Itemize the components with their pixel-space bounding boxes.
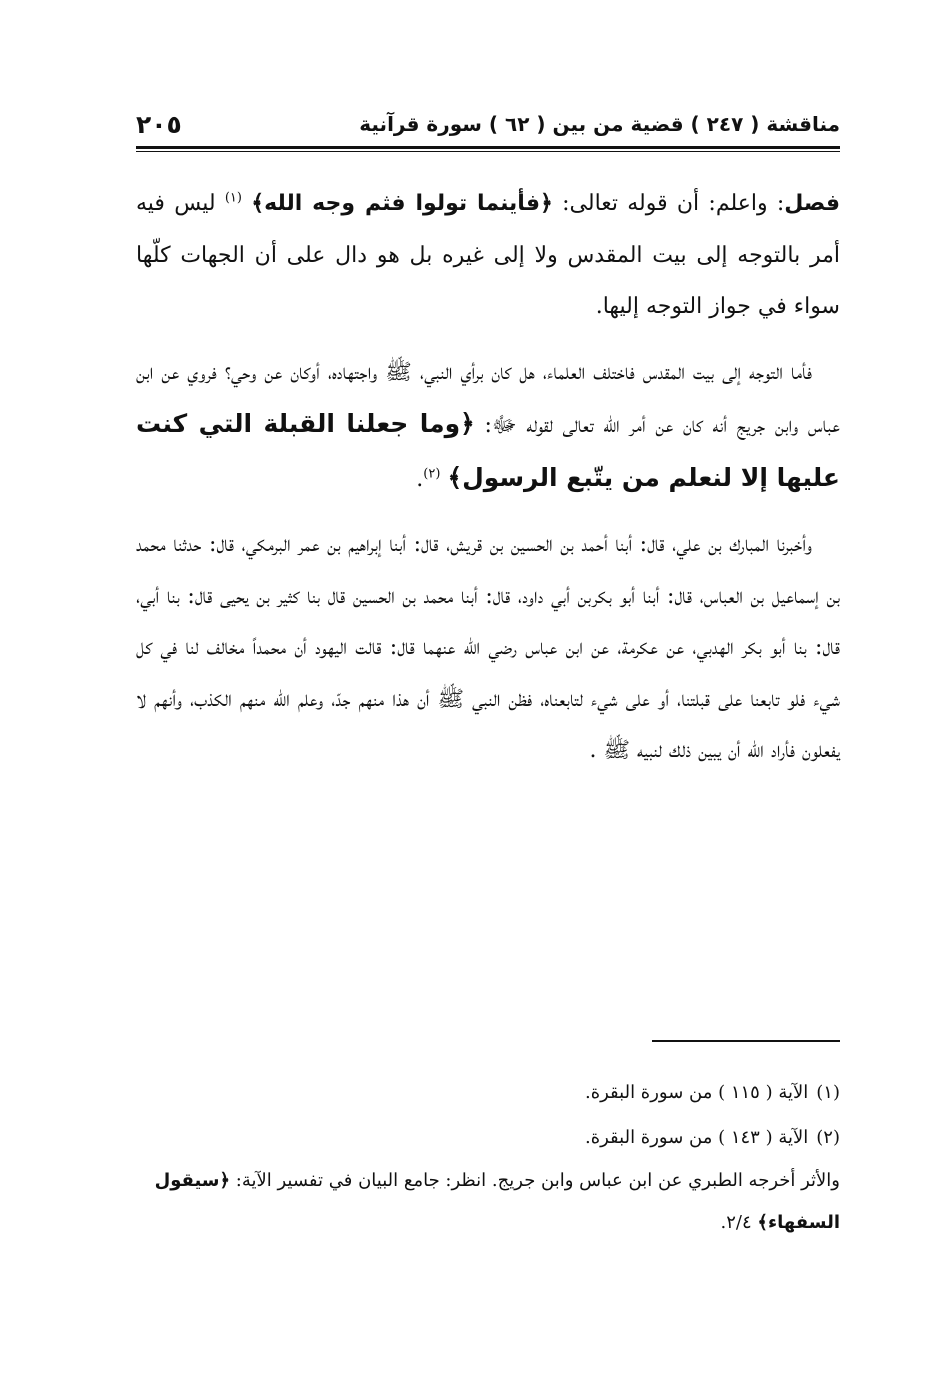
- paragraph-3-text: وأخبرنا المبارك بن علي، قال: أبنا أحمد بن الحسين بن قريش، قال: أبنا إبراهيم بن عمر البرمكي، قال: حدثنا محمد بن إسماعيل بن العباس، قال: أبنا أبو بكربن أبي داود، قال: أبنا محمد بن الحسين قال بنا كثير بن يحيى قال: بنا أبي، قال: بنا أبو بكر الهدبي، عن عكرمة، عن ابن عباس رضي الله عنهما قال: قالت اليهود أن محمداً مخالف لنا في كل شيء فلو تابعنا على قبلتنا، أو على شيء لتابعناه، فظن النبي ﷺ أن هذا منهم جدّ، وعلم الله منهم الكذب، وأنهم لا يفعلون فأراد الله أن يبين ذلك لنبيه ﷺ .: [136, 532, 840, 763]
- footnote-separator: [652, 1040, 840, 1042]
- footnote-ref-1: (١): [224, 190, 242, 206]
- footnote-2-note: [136, 1160, 840, 1244]
- paragraph-2-text: فأما التوجه إلى بيت المقدس فاختلف العلماء، هل كان برأي النبي، ﷺ واجتهاده، أوكان عن وحي؟ فروي عن ابن عباس وابن جريج أنه كان عن أمر الله تعالى لقوله ﷻ:: [136, 359, 841, 438]
- footnote-2: [136, 1115, 840, 1160]
- page-header: [136, 104, 840, 144]
- footnote-note-text: والأثر أخرجه الطبري عن ابن عباس وابن جريج. انظر: جامع البيان في تفسير الآية:: [230, 1170, 840, 1191]
- running-title: مناقشة ( ٢٤٧ ) قضية من بين ( ٦٢ ) سورة قرآنية: [359, 112, 840, 136]
- header-rule-thin: [136, 151, 840, 152]
- main-text: [136, 178, 840, 777]
- paragraph-1-rest: ليس فيه أمر بالتوجه إلى بيت المقدس ولا إلى غيره بل هو دال على أن الجهات كلّها سواء في جواز التوجه إليها.: [136, 191, 840, 319]
- header-rule: [136, 146, 840, 149]
- quran-verse-1: ﴿فأينما تولوا فثم وجه الله﴾: [251, 191, 553, 216]
- page-number: ٢٠٥: [136, 109, 182, 139]
- paragraph-3: [136, 519, 840, 777]
- footnote-quran: ﴿سيقول السفهاء﴾: [154, 1170, 840, 1233]
- paragraph-2-end: .: [416, 466, 424, 492]
- footnote-2-text: الآية ( ١٤٣ ) من سورة البقرة.: [584, 1127, 809, 1148]
- book-page: [136, 92, 840, 1302]
- section-lead: فصل: [784, 191, 840, 216]
- footnotes: [136, 1070, 840, 1244]
- footnote-1-text: الآية ( ١١٥ ) من سورة البقرة.: [584, 1082, 809, 1103]
- quran-verse-2: ﴿وما جعلنا القبلة التي كنت عليها إلا لنعلم من يتّبع الرسول﴾: [136, 409, 840, 492]
- footnote-1: [136, 1070, 840, 1115]
- footnote-ref-2: (٢): [423, 466, 441, 482]
- paragraph-2: [136, 347, 840, 506]
- footnote-1-number: (١): [816, 1082, 840, 1103]
- paragraph-1-intro: : واعلم: أن قوله تعالى:: [552, 191, 785, 216]
- paragraph-1: [136, 178, 840, 333]
- footnote-2-number: (٢): [816, 1127, 840, 1148]
- footnote-note-end: ٢/٤.: [720, 1212, 758, 1233]
